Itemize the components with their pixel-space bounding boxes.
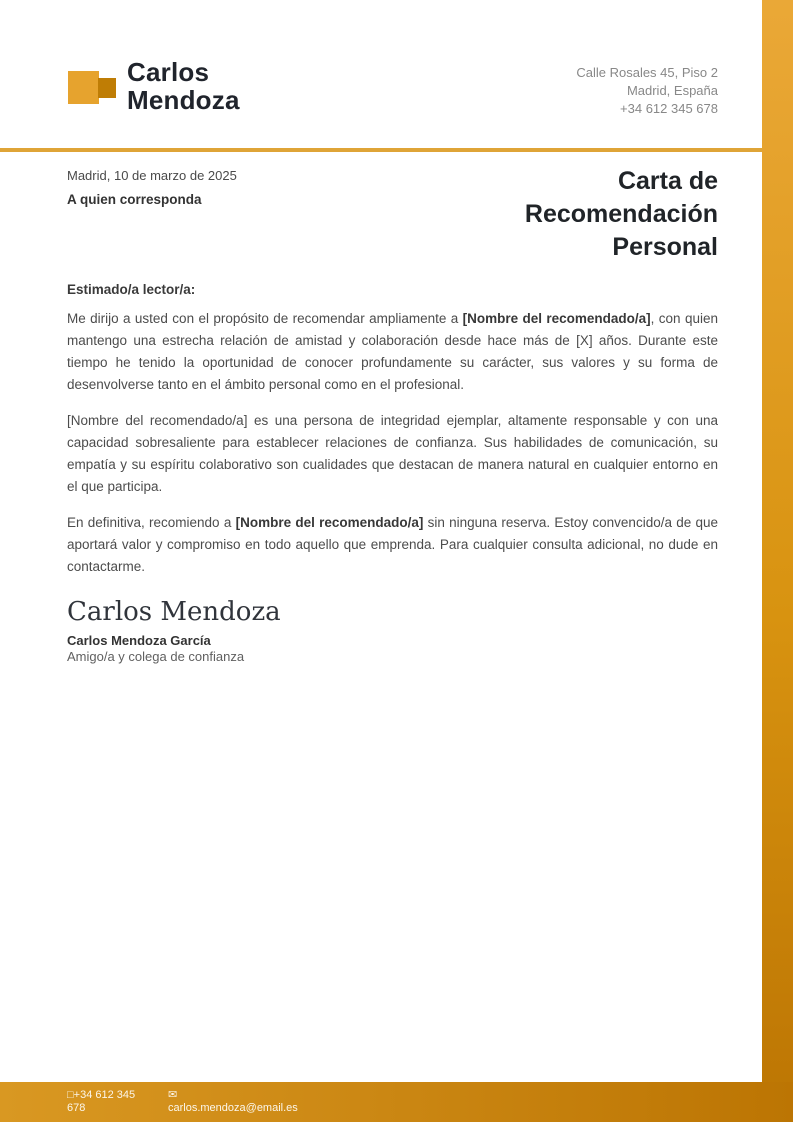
right-accent-stripe [762, 0, 793, 1122]
paragraph-3 [67, 512, 718, 578]
footer-email-text: carlos.mendoza@email.es [168, 1102, 298, 1114]
letter-meta [67, 165, 237, 207]
envelope-icon: ✉ [168, 1089, 178, 1101]
footer [0, 1082, 793, 1122]
recommended-name-placeholder-2: [Nombre del recomendado/a] [235, 515, 424, 530]
letter-title: Carta de Recomendación Personal [524, 167, 718, 261]
letter-greeting: Estimado/a lector/a: [67, 282, 196, 297]
brand-name-line1: Carlos [127, 57, 210, 87]
footer-phone [67, 1089, 145, 1115]
signature-block [67, 597, 718, 664]
header [67, 58, 718, 118]
paragraph-1-text-cont: , con quien mantengo una estrecha relación de amistad y colaboración desde hace más de [X] años. Durante este tiempo he tenido la oportunidad de conocer profundamente su carácter, sus valores y su forma de desenvolverse tanto en el ámbito personal como en el profesional. [67, 311, 718, 392]
contact-phone: +34 612 345 678 [620, 101, 718, 116]
paragraph-3-text-cont: sin ninguna reserva. Estoy convencido/a de que aportará valor y compromiso en todo aquello que emprenda. Para cualquier consulta adicional, no dude en contactarme. [67, 515, 718, 574]
paragraph-2: [Nombre del recomendado/a] es una persona de integridad ejemplar, altamente responsable y con una capacidad sobresaliente para establecer relaciones de confianza. Sus habilidades de comunicación, su empatía y su espíritu colaborativo son cualidades que destacan de manera natural en cualquier entorno en el que participa. [67, 413, 718, 494]
letter-meta-row [67, 165, 718, 265]
letter-recipient: A quien corresponda [67, 192, 202, 207]
paragraph-1-text: Me dirijo a usted con el propósito de recomendar ampliamente a [67, 311, 463, 326]
logo-icon [67, 58, 117, 114]
signature-script: Carlos Mendoza [67, 597, 281, 627]
paragraph-3-text: En definitiva, recomiendo a [67, 515, 236, 530]
brand-name-line2: Mendoza [127, 85, 240, 115]
contact-address-line2: Madrid, España [626, 83, 718, 98]
letter-date: Madrid, 10 de marzo de 2025 [67, 168, 237, 183]
footer-email [168, 1089, 328, 1115]
paragraph-1 [67, 308, 718, 396]
phone-icon: □ [67, 1089, 74, 1101]
brand-name [127, 58, 240, 114]
footer-phone-text: +34 612 345 678 [67, 1089, 136, 1114]
contact-address-line1: Calle Rosales 45, Piso 2 [576, 65, 718, 80]
signature-role: Amigo/a y colega de confianza [67, 649, 245, 664]
contact-info [576, 58, 718, 118]
letter-body [67, 165, 718, 664]
recommended-name-placeholder: [Nombre del recomendado/a] [462, 311, 651, 326]
logo-square-dark [98, 78, 116, 98]
signature-full-name: Carlos Mendoza García [67, 633, 211, 648]
header-divider [0, 148, 793, 152]
footer-content [0, 1082, 793, 1115]
brand-logo [67, 58, 240, 114]
logo-square-light [68, 71, 99, 104]
